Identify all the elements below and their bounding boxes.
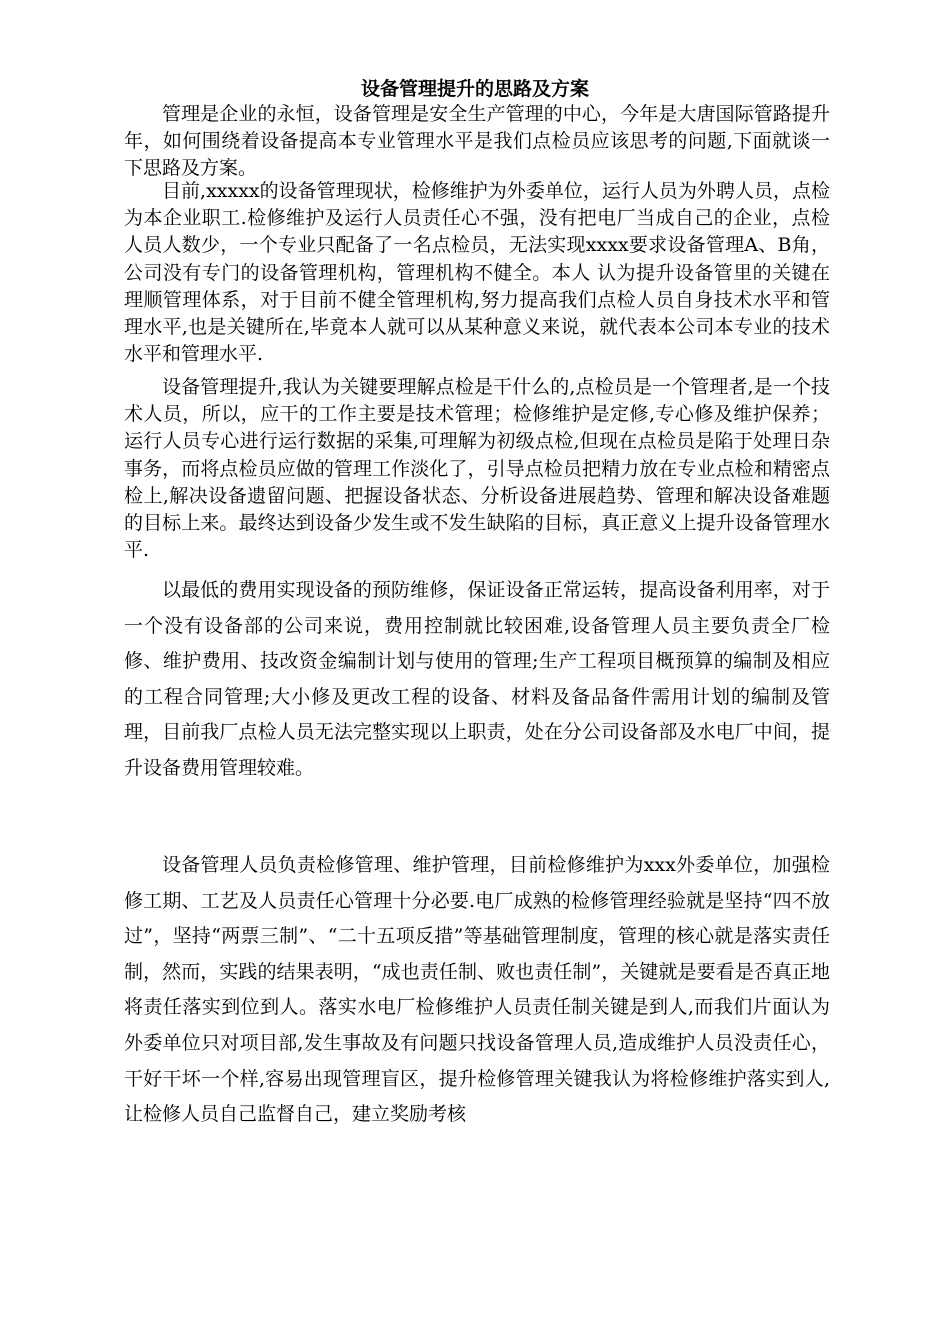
- paragraph-inspection-role: 设备管理提升,我认为关键要理解点检是干什么的,点检员是一个管理者,是一个技术人员，所以，应干的工作主要是技术管理；检修维护是定修,专心修及维护保养；运行人员专心进行运行数据的采集,可理解为初级点检,但现在点检员是陷于处理日杂事务，而将点检员应做的管理工作淡化了，引导点检员把精力放在专业点检和精密点检上,解决设备遗留问题、把握设备状态、分析设备进展趋势、管理和解决设备难题的目标上来。最终达到设备少发生或不发生缺陷的目标，真正意义上提升设备管理水平.: [124, 376, 830, 562]
- paragraph-maintenance-management: 设备管理人员负责检修管理、维护管理，目前检修维护为xxx外委单位，加强检修工期、工艺及人员责任心管理十分必要.电厂成熟的检修管理经验就是坚持“四不放过”，坚持“两票三制”、“二十五项反措”等基础管理制度，管理的核心就是落实责任制，然而，实践的结果表明，“成也责任制、败也责任制”，关键就是要看是否真正地将责任落实到位到人。落实水电厂检修维护人员责任制关键是到人,而我们片面认为外委单位只对项目部,发生事故及有问题只找设备管理人员,造成维护人员没责任心，干好干坏一个样,容易出现管理盲区，提升检修管理关键我认为将检修维护落实到人,让检修人员自己监督自己，建立奖励考核: [124, 854, 830, 1126]
- paragraph-intro: 管理是企业的永恒，设备管理是安全生产管理的中心，今年是大唐国际管路提升年，如何围绕着设备提高本专业管理水平是我们点检员应该思考的问题,下面就谈一下思路及方案。: [124, 103, 830, 180]
- paragraph-cost-control: 以最低的费用实现设备的预防维修，保证设备正常运转，提高设备利用率，对于一个没有设备部的公司来说，费用控制就比较困难,设备管理人员主要负责全厂检修、维护费用、技改资金编制计划与使用的管理;生产工程项目概预算的编制及相应的工程合同管理;大小修及更改工程的设备、材料及备品备件需用计划的编制及管理，目前我厂点检人员无法完整实现以上职责，处在分公司设备部及水电厂中间，提升设备费用管理较难。: [124, 579, 830, 779]
- paragraph-current-status: 目前,xxxxx的设备管理现状，检修维护为外委单位，运行人员为外聘人员，点检为本企业职工.检修维护及运行人员责任心不强，没有把电厂当成自己的企业，点检人员人数少，一个专业只配备了一名点检员，无法实现xxxx要求设备管理A、B角，公司没有专门的设备管理机构，管理机构不健全。本人 认为提升设备管里的关键在理顺管理体系，对于目前不健全管理机构,努力提高我们点检人员自身技术水平和管理水平,也是关键所在,毕竟本人就可以从某种意义来说，就代表本公司本专业的技术水平和管理水平.: [124, 180, 830, 366]
- document-title: 设备管理提升的思路及方案: [360, 78, 589, 100]
